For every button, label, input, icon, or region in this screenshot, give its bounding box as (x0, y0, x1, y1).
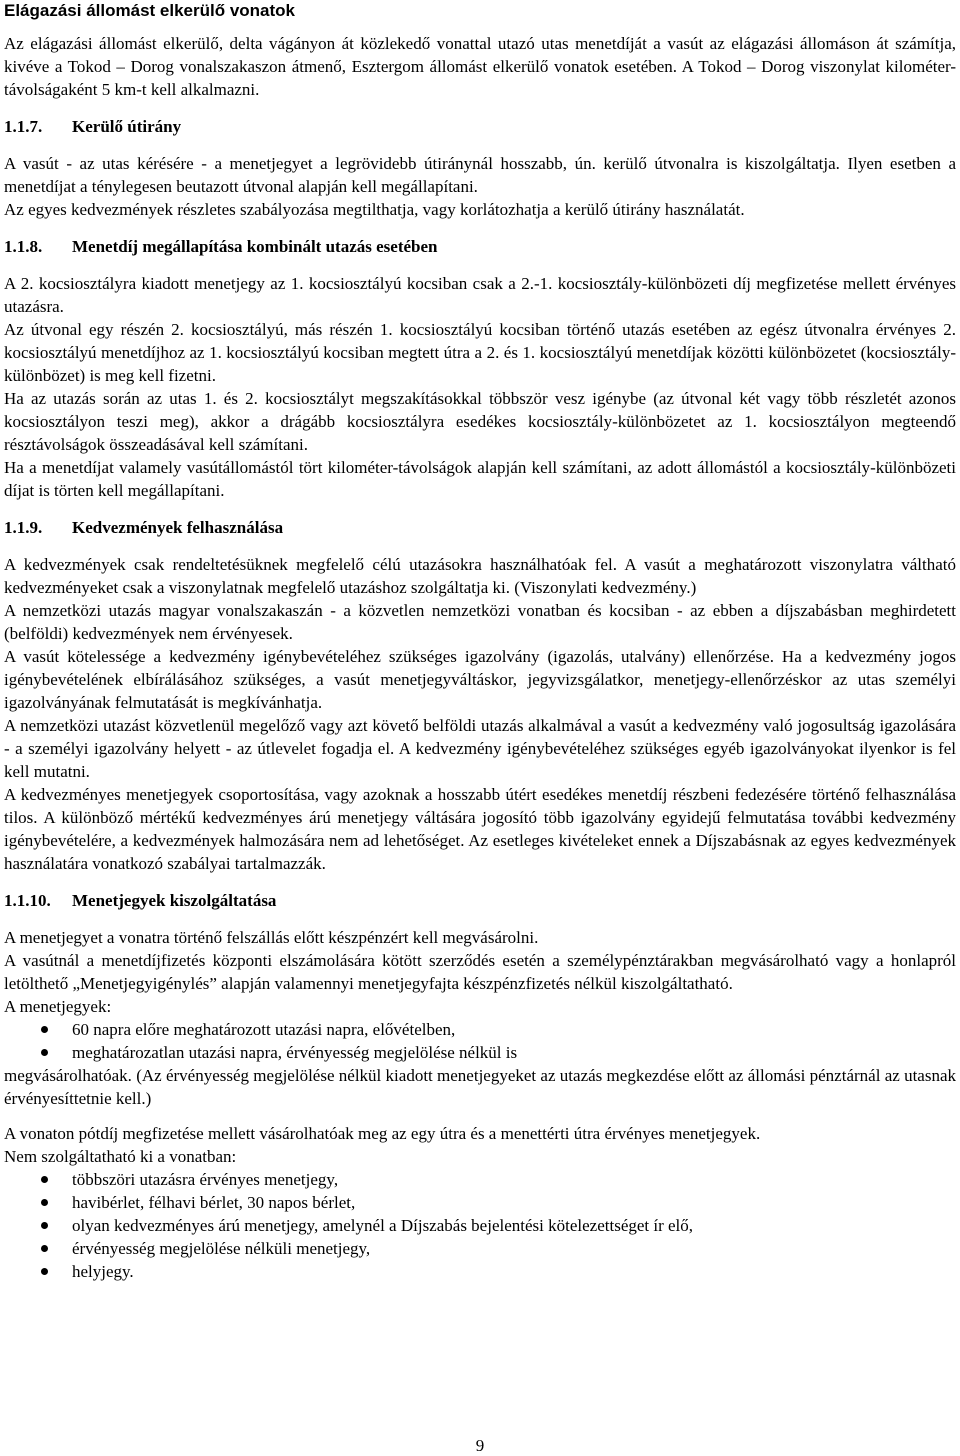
paragraph: Az útvonal egy részén 2. kocsiosztályú, más részén 1. kocsiosztályú kocsiban történő utazás esetében az egész útvonalra érvényes 2. kocsiosztályú menetdíjhoz az 1. kocsiosztályú kocsiban megtett útra a 2. és 1. kocsiosztályú menetdíjak közötti különbözetet (kocsiosztály-különbözet) is meg kell fizetni. (4, 320, 956, 385)
paragraph: A vonaton pótdíj megfizetése mellett vásárolhatóak meg az egy útra és a menettérti útra érvényes menetjegyek. (4, 1124, 761, 1143)
bullet-icon (41, 1199, 48, 1206)
list-item: havibérlet, félhavi bérlet, 30 napos bérlet, (4, 1191, 956, 1214)
bullet-icon (41, 1222, 48, 1229)
paragraph: Ha a menetdíjat valamely vasútállomástól tört kilométer-távolságok alapján kell számítani, az adott állomástól a kocsiosztály-különbözeti díjat is törten kell megállapítani. (4, 458, 956, 500)
paragraph: A kedvezmények csak rendeltetésüknek megfelelő célú utazásokra használhatóak fel. A vasút a meghatározott viszonylatra váltható kedvezményeket csak a viszonylatnak megfelelő utazáshoz szolgáltatja ki. (Viszonylati kedvezmény.) (4, 555, 956, 597)
bullet-icon (41, 1176, 48, 1183)
bullet-icon (41, 1026, 48, 1033)
list-item: meghatározatlan utazási napra, érvényesség megjelölése nélkül is (4, 1041, 956, 1064)
paragraph: A menetjegyet a vonatra történő felszállás előtt készpénzért kell megvásárolni. (4, 928, 539, 947)
paragraph: megvásárolhatóak. (Az érvényesség megjelölése nélkül kiadott menetjegyeket az utazás megkezdése előtt az állomási pénztárnál az utasnak érvényesíttetnie kell.) (4, 1066, 956, 1108)
paragraph: A 2. kocsiosztályra kiadott menetjegy az 1. kocsiosztályú kocsiban csak a 2.-1. kocsiosztály-különbözeti díj megfizetése mellett érvényes utazásra. (4, 274, 956, 316)
bullet-icon (41, 1245, 48, 1252)
paragraph: A vasút - az utas kérésére - a menetjegyet a legrövidebb útiránynál hosszabb, ún. kerülő útvonalra is kiszolgáltatja. Ilyen esetben a menetdíjat a ténylegesen beutazott útvonal alapján kell megállapítani. (4, 154, 956, 196)
section-number: 1.1.10. (4, 891, 51, 910)
section-number: 1.1.7. (4, 117, 43, 136)
section-heading-1-1-7 (4, 115, 956, 138)
paragraph: A vasút kötelessége a kedvezmény igénybevételéhez szükséges igazolvány (igazolás, utalvány) ellenőrzése. Ha a kedvezmény jogos igénybevételének elbírálásához szükséges, a vasút menetjegyváltáskor, jegyvizsgálatkor, menetjegy-ellenőrzéskor az utas személyi igazolványának felmutatását is megkívánhatja. (4, 647, 956, 712)
bullet-list-not-issued (4, 1168, 956, 1283)
section-title: Kedvezmények felhasználása (72, 518, 284, 537)
page-number: 9 (475, 1436, 485, 1455)
section-number: 1.1.8. (4, 237, 43, 256)
bullet-icon (41, 1049, 48, 1056)
paragraph: A kedvezményes menetjegyek csoportosítása, vagy azoknak a hosszabb útért esedékes menetdíj részbeni fedezésére történő felhasználása tilos. A különböző mértékű kedvezményes árú menetjegy váltására jogosító több igazolvány egyidejű felmutatása további kedvezmény igénybevételére, a kedvezmények halmozására nem ad lehetőséget. Az esetleges kivételeket ennek a Díjszabásnak az egyes kedvezmények használatára vonatkozó szabályai tartalmazzák. (4, 785, 956, 873)
section-title: Menetdíj megállapítása kombinált utazás esetében (72, 237, 438, 256)
list-item: helyjegy. (4, 1260, 956, 1283)
bullet-list-advance (4, 1018, 956, 1064)
paragraph: A nemzetközi utazás magyar vonalszakaszán - a közvetlen nemzetközi vonatban és kocsiban - az ebben a díjszabásban meghirdetett (belföldi) kedvezmények nem érvényesek. (4, 601, 956, 643)
section-heading-1-1-8 (4, 235, 956, 258)
paragraph: Nem szolgáltatható ki a vonatban: (4, 1147, 237, 1166)
section-heading-1-1-10 (4, 889, 956, 912)
list-item: olyan kedvezményes árú menetjegy, amelynél a Díjszabás bejelentési kötelezettséget ír elő, (4, 1214, 956, 1237)
list-item: 60 napra előre meghatározott utazási napra, elővételben, (4, 1018, 956, 1041)
section-heading-1-1-9 (4, 516, 956, 539)
paragraph: Az egyes kedvezmények részletes szabályozása megtilthatja, vagy korlátozhatja a kerülő útirány használatát. (4, 200, 745, 219)
paragraph: Ha az utazás során az utas 1. és 2. kocsiosztályt megszakításokkal többször vesz igénybe (az útvonal két vagy több részletét azonos kocsiosztályon teszi meg), akkor a drágább kocsiosztályra esedékes kocsiosztály-különbözetet az 1. kocsiosztályon megteendő résztávolságok összeadásával kell számítani. (4, 389, 956, 454)
bullet-icon (41, 1268, 48, 1275)
paragraph: A menetjegyek: (4, 997, 112, 1016)
intro-paragraph: Az elágazási állomást elkerülő, delta vágányon át közlekedő vonattal utazó utas menetdíját a vasút az elágazási állomáson át számítja, kivéve a Tokod – Dorog vonalszakaszon átmenő, Esztergom állomást elkerülő vonatok esetében. A Tokod – Dorog viszonylat kilométer-távolságaként 5 km-t kell alkalmazni. (4, 34, 956, 99)
section-title: Kerülő útirány (72, 117, 182, 136)
paragraph: A nemzetközi utazást közvetlenül megelőző vagy azt követő belföldi utazás alkalmával a vasút a kedvezmény való jogosultság igazolására - a személyi igazolvány helyett - az útlevelet fogadja el. A kedvezmény igénybevételéhez szükséges egyéb igazolványokat ilyenkor is fel kell mutatni. (4, 716, 956, 781)
paragraph: A vasútnál a menetdíjfizetés központi elszámolására kötött szerződés esetén a személypénztárakban megvásárolható vagy a honlapról letölthető „Menetjegyigénylés” alapján valamennyi menetjegyfajta készpénzfizetés nélkül kiszolgáltatható. (4, 951, 956, 993)
section-number: 1.1.9. (4, 518, 43, 537)
section-title: Menetjegyek kiszolgáltatása (72, 891, 277, 910)
list-item: érvényesség megjelölése nélküli menetjegy, (4, 1237, 956, 1260)
list-item: többszöri utazásra érvényes menetjegy, (4, 1168, 956, 1191)
section-heading: Elágazási állomást elkerülő vonatok (4, 1, 296, 20)
